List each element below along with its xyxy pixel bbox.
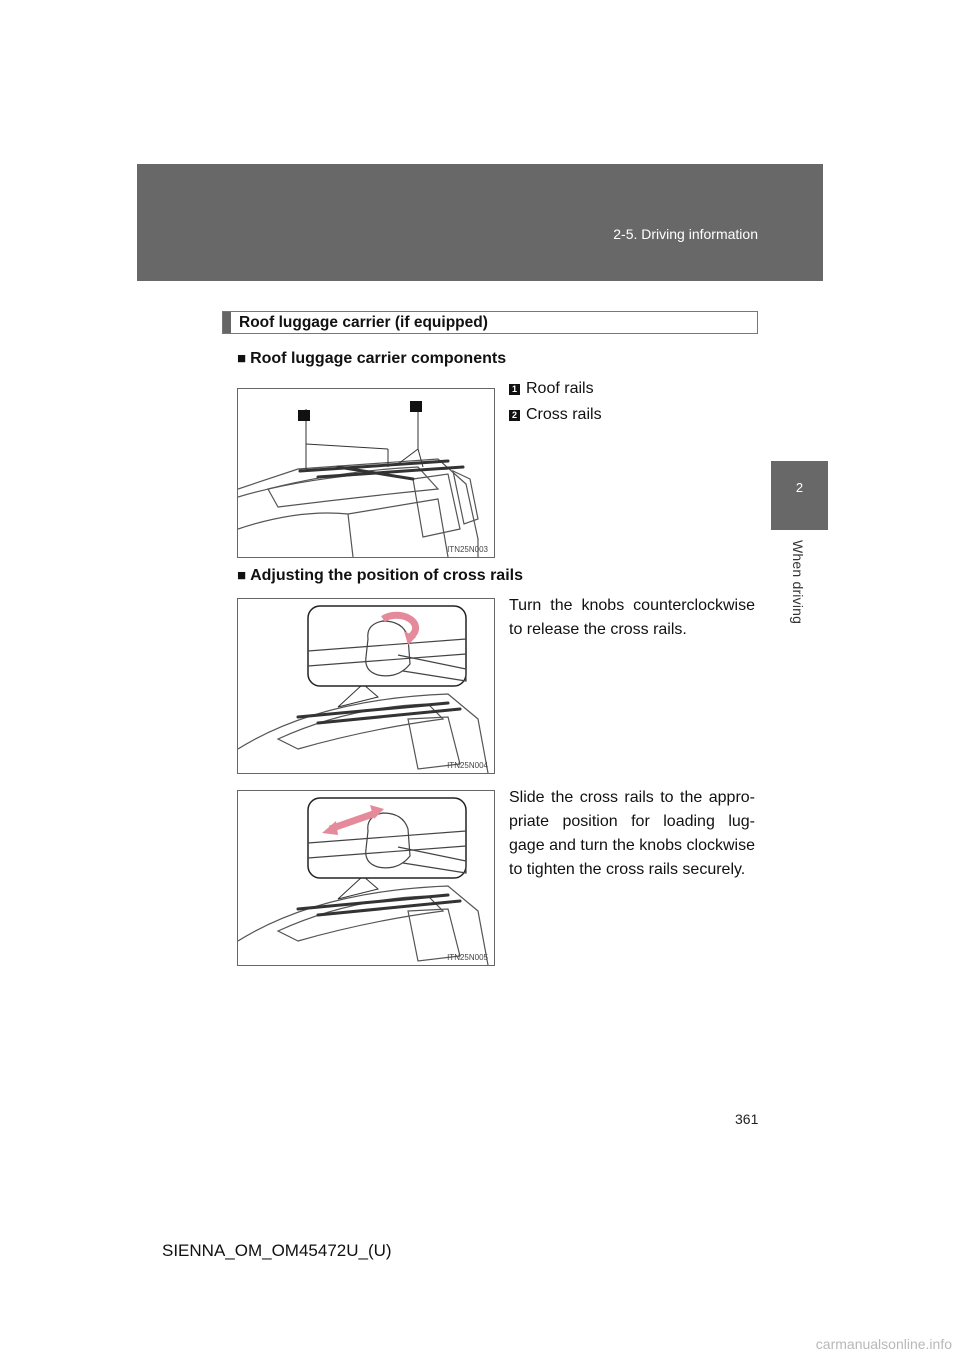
- roof-rails-illustration: [238, 389, 494, 557]
- chapter-label: When driving: [790, 540, 806, 625]
- watermark: carmanualsonline.info: [815, 1336, 952, 1352]
- item-label: Cross rails: [526, 406, 602, 423]
- header-band: [137, 164, 823, 281]
- slide-rails-illustration: [238, 791, 494, 965]
- adjusting-subheading: [237, 567, 523, 585]
- bullet-square: ■: [237, 350, 247, 367]
- section-title: 2-5. Driving information: [613, 226, 758, 242]
- figure-roof-rails: [237, 388, 495, 558]
- heading-bar: [223, 312, 231, 333]
- section-heading: [222, 311, 758, 334]
- item-badge: 2: [509, 410, 520, 421]
- figure-code: ITN25N005: [447, 953, 488, 962]
- section-heading-text: Roof luggage carrier (if equipped): [239, 313, 488, 331]
- page-number: 361: [735, 1111, 759, 1127]
- figure-code: ITN25N003: [447, 545, 488, 554]
- figure-code: ITN25N004: [447, 761, 488, 770]
- item-label: Roof rails: [526, 380, 594, 397]
- chapter-number: 2: [795, 480, 804, 495]
- component-item-roof-rails: [509, 380, 594, 398]
- component-item-cross-rails: [509, 406, 602, 424]
- item-badge: 1: [509, 384, 520, 395]
- adjusting-title: Adjusting the position of cross rails: [250, 567, 523, 584]
- release-knob-illustration: [238, 599, 494, 773]
- step-text-slide: Slide the cross rails to the appro- priate position for loading lug- gage and turn the knobs clockwise to tighten the cross rails securely.: [509, 789, 755, 878]
- chapter-tab: [771, 461, 828, 530]
- components-title: Roof luggage carrier components: [250, 350, 507, 367]
- components-subheading: [237, 350, 506, 368]
- figure-slide-rails: [237, 790, 495, 966]
- bullet-square: ■: [237, 567, 247, 584]
- figure-release-knobs: [237, 598, 495, 774]
- footer-document-id: SIENNA_OM_OM45472U_(U): [162, 1241, 392, 1260]
- step-text-release: Turn the knobs counterclockwise to release the cross rails.: [509, 597, 755, 638]
